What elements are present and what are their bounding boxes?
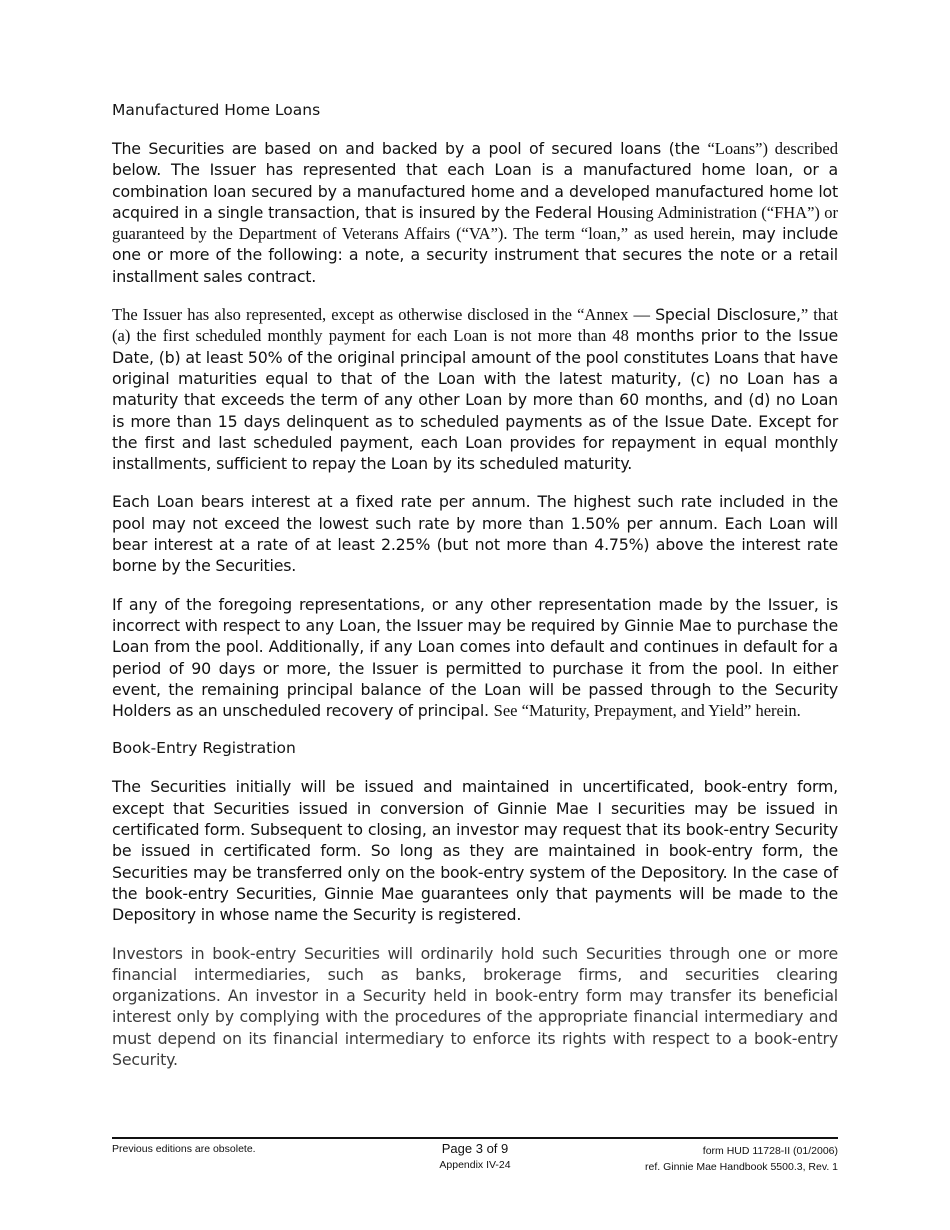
form-number: form HUD 11728-II (01/2006) — [702, 1145, 838, 1157]
paragraph-repurchase: If any of the foregoing representations, or any other representation made by the Issuer, is incorrect with respect to any Loan, the Issuer may be required by Ginnie Mae to purchase the Loan from the pool. Additionally, if any Loan comes into default and continues in default for a period of 90 days or more, the Issuer is permitted to purchase it from the pool. In either event, the remaining principal balance of the Loan will be passed through to the Security Holders as an unscheduled recovery of principal. See “Maturity, Prepayment, and Yield” herein. — [112, 594, 838, 721]
document-body — [112, 100, 838, 1087]
section-heading-manufactured-home-loans: Manufactured Home Loans — [112, 101, 321, 119]
paragraph-investors-intermediaries: Investors in book-entry Securities will ordinarily hold such Securities through one or more financial intermediaries, such as banks, brokerage firms, and securities clearing organizations. An investor in a Security held in book-entry form may transfer its beneficial interest only by complying with the procedures of the appropriate financial intermediary and must depend on its financial intermediary to enforce its rights with respect to a book-entry Security. — [112, 943, 838, 1069]
paragraph-loans-description: The Securities are based on and backed by a pool of secured loans (the “Loans”) described below. The Issuer has represented that each Loan is a manufactured home loan, or a combination loan secured by a manufactured home and a developed manufactured home lot acquired in a single transaction, that is insured by the Federal Housing Administration (“FHA”) or guaranteed by the Department of Veterans Affairs (“VA”). The term “loan,” as used herein, may include one or more of the following: a note, a security instrument that secures the note or a retail installment sales contract. — [112, 139, 839, 286]
footer-obsolete-notice: Previous editions are obsolete. — [112, 1143, 256, 1155]
footer-center — [362, 1141, 588, 1173]
appendix-label: Appendix IV-24 — [439, 1159, 511, 1171]
footer-divider — [112, 1137, 838, 1139]
page-number: Page 3 of 9 — [441, 1141, 509, 1156]
handbook-reference: ref. Ginnie Mae Handbook 5500.3, Rev. 1 — [644, 1161, 838, 1173]
paragraph-interest-rate: Each Loan bears interest at a fixed rate per annum. The highest such rate included in the pool may not exceed the lowest such rate by more than 1.50% per annum. Each Loan will bear interest at a rate of at least 2.25% (but not more than 4.75%) above the interest rate borne by the Securities. — [112, 492, 838, 576]
section-heading-book-entry-registration: Book-Entry Registration — [112, 739, 296, 758]
page-footer — [112, 1141, 838, 1181]
footer-right — [645, 1143, 838, 1175]
paragraph-issuer-representations: The Issuer has also represented, except as otherwise disclosed in the “Annex — Special Disclosure,” that (a) the first scheduled monthly payment for each Loan is not more than 48 months prior to the Issue Date, (b) at least 50% of the original principal amount of the pool constitutes Loans that have original maturities equal to that of the Loan with the latest maturity, (c) no Loan has a maturity that exceeds the term of any other Loan by more than 60 months, and (d) no Loan is more than 15 days delinquent as to scheduled payments as of the Issue Date. Except for the first and last scheduled payment, each Loan provides for repayment in equal monthly installments, sufficient to repay the Loan by its scheduled maturity. — [112, 305, 838, 474]
paragraph-book-entry-form: The Securities initially will be issued and maintained in uncertificated, book-entry form, except that Securities issued in conversion of Ginnie Mae I securities may be issued in certificated form. Subsequent to closing, an investor may request that its book-entry Security be issued in certificated form. So long as they are maintained in book-entry form, the Securities may be transferred only on the book-entry system of the Depository. In the case of the book-entry Securities, Ginnie Mae guarantees only that payments will be made to the Depository in whose name the Security is registered. — [112, 777, 838, 925]
